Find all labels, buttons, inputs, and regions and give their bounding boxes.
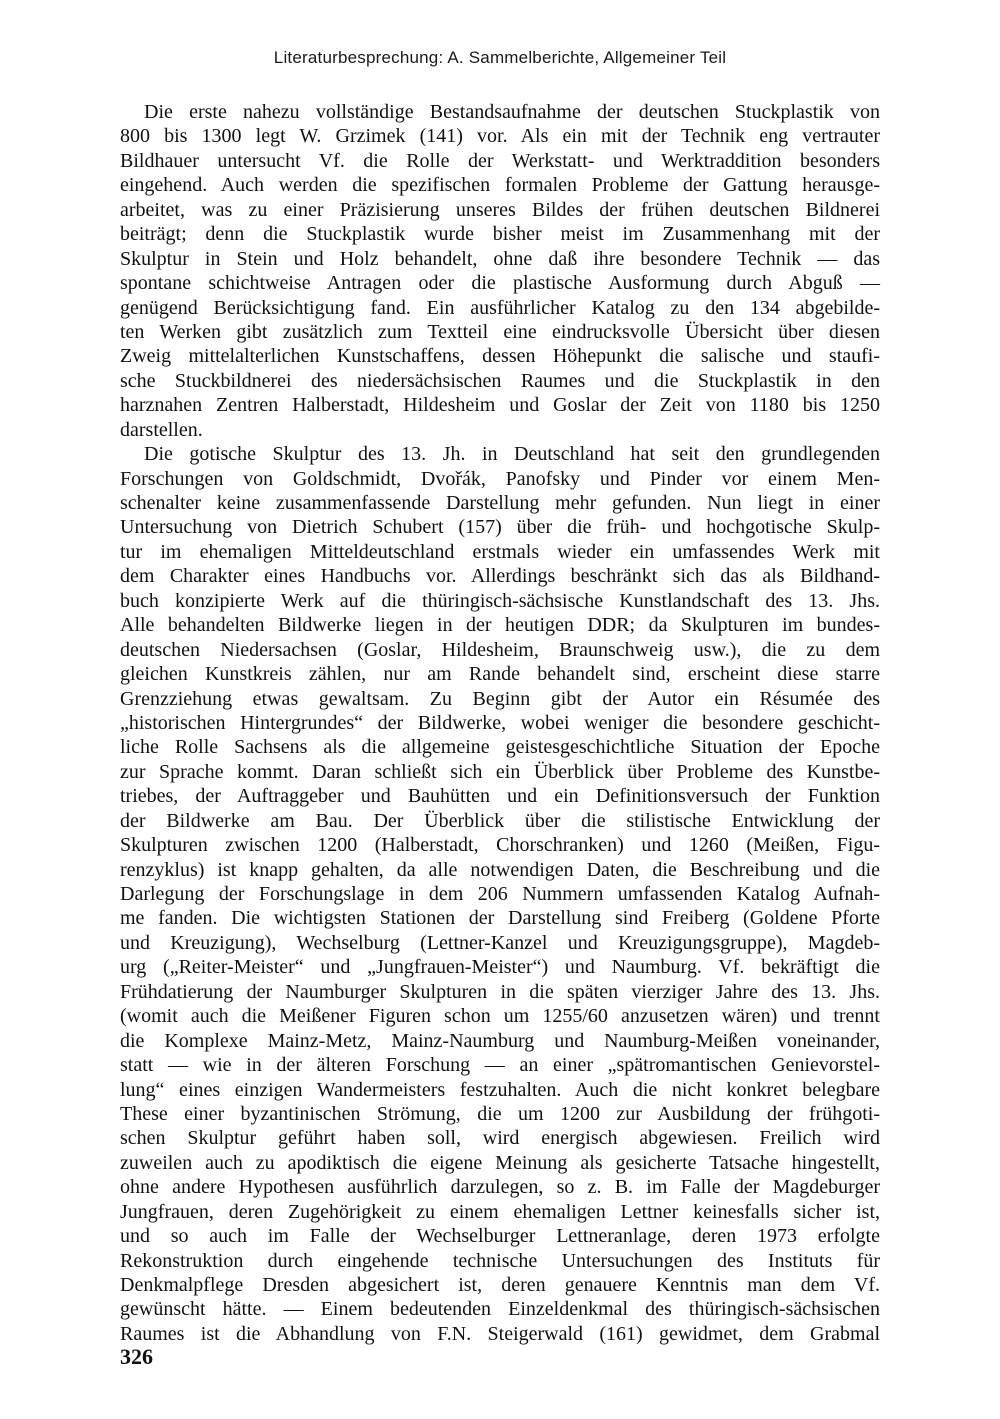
text-line: buch konzipierte Werk auf die thüringisch-sächsische Kunstlandschaft des 13. Jhs. xyxy=(120,589,880,612)
text-line: und so auch im Falle der Wechselburger Lettneranlage, deren 1973 erfolgte xyxy=(120,1225,880,1248)
text-line: tur im ehemaligen Mitteldeutschland erstmals wieder ein umfassendes Werk mit xyxy=(120,540,880,563)
text-line: schenalter keine zusammenfassende Darstellung mehr gefunden. Nun liegt in einer xyxy=(120,492,880,514)
text-line: Die gotische Skulptur des 13. Jh. in Deutschland hat seit den grundlegenden xyxy=(144,443,880,466)
text-line: gleichen Kunstkreis zählen, nur am Rande behandelt sind, erscheint diese starre xyxy=(120,663,880,686)
text-line: Zweig mittelalterlichen Kunstschaffens, dessen Höhepunkt die salische und staufi- xyxy=(120,345,880,368)
text-line: statt — wie in der älteren Forschung — an einer „spätromantischen Genievorstel- xyxy=(120,1054,880,1077)
text-line: Bildhauer untersucht Vf. die Rolle der Werkstatt- und Werktraddition besonders xyxy=(120,149,880,172)
text-line: These einer byzantinischen Strömung, die um 1200 zur Ausbildung der frühgoti- xyxy=(120,1102,880,1125)
text-line: Darlegung der Forschungslage in dem 206 Nummern umfassenden Katalog Aufnah- xyxy=(120,883,880,905)
text-line: liche Rolle Sachsens als die allgemeine geistesgeschichtliche Situation der Epoche xyxy=(120,736,880,759)
text-line: Untersuchung von Dietrich Schubert (157) über die früh- und hochgotische Skulp- xyxy=(120,516,880,539)
running-header: Literaturbesprechung: A. Sammelberichte, Allgemeiner Teil xyxy=(273,48,727,67)
text-line: harznahen Zentren Halberstadt, Hildesheim und Goslar der Zeit von 1180 bis 1250 xyxy=(120,394,880,417)
paragraph-gotische-skulptur xyxy=(120,442,880,1346)
text-line: Skulpturen zwischen 1200 (Halberstadt, Chorschranken) und 1260 (Meißen, Figu- xyxy=(120,834,880,857)
text-line: ohne andere Hypothesen ausführlich darzulegen, so z. B. im Falle der Magdeburger xyxy=(120,1176,880,1199)
text-line: (womit auch die Meißener Figuren schon um 1255/60 anzusetzen wären) und trennt xyxy=(120,1005,880,1028)
text-line: zuweilen auch zu apodiktisch die eigene Meinung als gesicherte Tatsache hingestellt, xyxy=(120,1151,880,1174)
text-line: Skulptur in Stein und Holz behandelt, ohne daß ihre besondere Technik — das xyxy=(120,247,880,270)
text-line: deutschen Niedersachsen (Goslar, Hildesheim, Braunschweig usw.), die zu dem xyxy=(120,638,880,661)
text-line: Die erste nahezu vollständige Bestandsaufnahme der deutschen Stuckplastik von xyxy=(144,101,880,123)
text-line: Jungfrauen, deren Zugehörigkeit zu einem ehemaligen Lettner keinesfalls sicher ist, xyxy=(120,1200,880,1223)
text-line: schen Skulptur geführt haben soll, wird energisch abgewiesen. Freilich wird xyxy=(120,1127,880,1150)
text-line: und Kreuzigung), Wechselburg (Lettner-Kanzel und Kreuzigungsgruppe), Magdeb- xyxy=(120,931,880,954)
text-line: zur Sprache kommt. Daran schließt sich ein Überblick über Probleme des Kunstbe- xyxy=(120,760,880,783)
text-line: Grenzziehung etwas gewaltsam. Zu Beginn gibt der Autor ein Résumée des xyxy=(120,687,880,710)
text-line: eingehend. Auch werden die spezifischen formalen Probleme der Gattung herausge- xyxy=(120,174,880,197)
text-line: beiträgt; denn die Stuckplastik wurde bisher meist im Zusammenhang mit der xyxy=(120,223,880,246)
paragraph-stuckplastik xyxy=(120,100,880,442)
text-line: dem Charakter eines Handbuchs vor. Allerdings beschränkt sich das als Bildhand- xyxy=(120,565,880,588)
text-line: me fanden. Die wichtigsten Stationen der Darstellung sind Freiberg (Goldene Pforte xyxy=(120,907,880,930)
text-line: der Bildwerke am Bau. Der Überblick über die stilistische Entwicklung der xyxy=(120,809,880,832)
text-line: Frühdatierung der Naumburger Skulpturen in die späten vierziger Jahre des 13. Jhs. xyxy=(120,980,880,1003)
text-line: genügend Berücksichtigung fand. Ein ausführlicher Katalog zu den 134 abgebilde- xyxy=(120,296,880,319)
page-number: 326 xyxy=(120,1344,153,1369)
text-line: darstellen. xyxy=(120,418,203,441)
text-line: spontane schichtweise Antragen oder die plastische Ausformung durch Abguß — xyxy=(120,272,880,295)
text-line: Raumes ist die Abhandlung von F.N. Steigerwald (161) gewidmet, dem Grabmal xyxy=(120,1322,880,1345)
text-line: Denkmalpflege Dresden abgesichert ist, deren genauere Kenntnis man dem Vf. xyxy=(120,1274,880,1296)
text-line: lung“ eines einzigen Wandermeisters festzuhalten. Auch die nicht konkret belegbare xyxy=(120,1078,880,1101)
main-text xyxy=(120,100,880,1346)
text-line: die Komplexe Mainz-Metz, Mainz-Naumburg und Naumburg-Meißen voneinander, xyxy=(120,1029,880,1052)
text-line: 800 bis 1300 legt W. Grzimek (141) vor. Als ein mit der Technik eng vertrauter xyxy=(120,125,880,148)
text-line: urg („Reiter-Meister“ und „Jungfrauen-Meister“) und Naumburg. Vf. bekräftigt die xyxy=(120,956,880,979)
text-line: „historischen Hintergrundes“ der Bildwerke, wobei weniger die besondere geschicht- xyxy=(120,711,880,734)
text-line: Alle behandelten Bildwerke liegen in der heutigen DDR; da Skulpturen im bundes- xyxy=(120,614,880,637)
text-line: gewünscht hätte. — Einem bedeutenden Einzeldenkmal des thüringisch-sächsischen xyxy=(120,1298,880,1321)
text-line: arbeitet, was zu einer Präzisierung unseres Bildes der frühen deutschen Bildnerei xyxy=(120,198,880,221)
text-line: sche Stuckbildnerei des niedersächsischen Raumes und die Stuckplastik in den xyxy=(120,369,880,392)
text-line: Rekonstruktion durch eingehende technische Untersuchungen des Instituts für xyxy=(120,1249,880,1272)
text-line: Forschungen von Goldschmidt, Dvořák, Panofsky und Pinder vor einem Men- xyxy=(120,467,880,490)
text-line: ten Werken gibt zusätzlich zum Textteil eine eindrucksvolle Übersicht über diesen xyxy=(120,320,880,343)
text-line: triebes, der Auftraggeber und Bauhütten und ein Definitionsversuch der Funktion xyxy=(120,785,880,808)
text-line: renzyklus) ist knapp gehalten, da alle notwendigen Daten, die Beschreibung und die xyxy=(120,858,880,881)
